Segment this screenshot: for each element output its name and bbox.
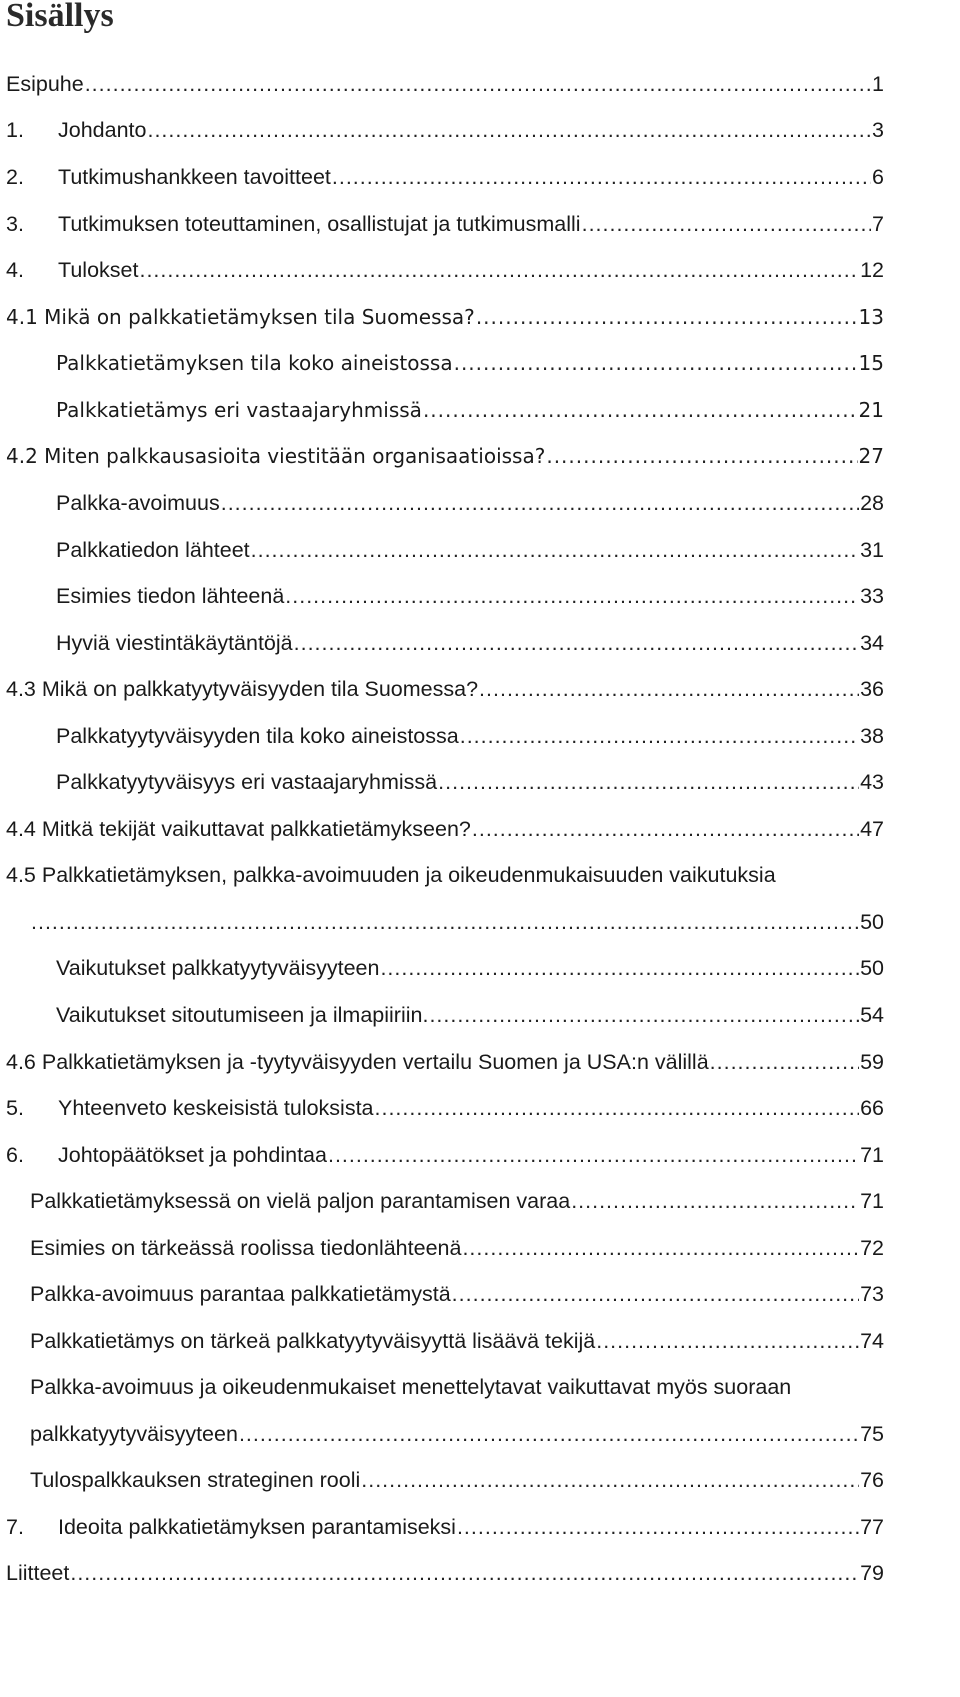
toc-dot-leader xyxy=(147,116,871,144)
toc-dot-leader xyxy=(332,163,871,191)
toc-entry[interactable] xyxy=(30,1402,884,1448)
toc-entry-title: Palkka-avoimuus parantaa palkkatietämystä xyxy=(30,1282,451,1306)
toc-entry-page: 74 xyxy=(860,1329,884,1353)
toc-dot-leader xyxy=(454,349,858,377)
toc-entry-page: 36 xyxy=(860,677,884,701)
toc-entry-title: Johtopäätökset ja pohdintaa xyxy=(58,1143,327,1167)
toc-entry-page: 1 xyxy=(872,72,884,96)
toc-dot-leader xyxy=(139,256,859,284)
toc-entry-page: 50 xyxy=(860,956,884,980)
toc-entry-title: Palkka-avoimuus xyxy=(56,491,220,515)
toc-entry[interactable] xyxy=(6,1030,884,1076)
toc-entry-page: 75 xyxy=(860,1422,884,1446)
toc-entry[interactable] xyxy=(6,192,884,238)
toc-dot-leader xyxy=(70,1559,859,1587)
toc-entry[interactable] xyxy=(56,471,884,517)
toc-entry-title: Palkkatyytyväisyys eri vastaajaryhmissä xyxy=(56,770,438,794)
toc-entry-number: 3. xyxy=(6,212,24,236)
toc-entry-page: 34 xyxy=(860,631,884,655)
toc-entry-title: Palkkatietämys eri vastaajaryhmissä xyxy=(56,398,422,422)
toc-entry[interactable] xyxy=(6,657,884,703)
toc-dot-leader xyxy=(571,1187,859,1215)
toc-entry-page: 76 xyxy=(860,1468,884,1492)
toc-entry-page: 7 xyxy=(872,212,884,236)
toc-entry[interactable] xyxy=(56,611,884,657)
toc-entry[interactable] xyxy=(30,890,884,936)
toc-entry-title: Tulokset xyxy=(58,258,139,282)
toc-entry[interactable] xyxy=(30,1355,884,1401)
toc-entry-title: Palkka-avoimuus ja oikeudenmukaiset menettelytavat vaikuttavat myös suoraan xyxy=(30,1375,792,1399)
toc-entry-number: 5. xyxy=(6,1096,24,1120)
toc-entry-title: palkkatyytyväisyyteen xyxy=(30,1422,238,1446)
toc-entry-number: 1. xyxy=(6,118,24,142)
toc-entry[interactable] xyxy=(30,1448,884,1494)
toc-dot-leader xyxy=(710,1048,859,1076)
toc-dot-leader xyxy=(429,1001,859,1029)
toc-entry[interactable] xyxy=(30,1169,884,1215)
toc-entry-title: 4.2 Miten palkkausasioita viestitään organisaatioissa? xyxy=(6,444,546,468)
toc-entry-title: Tutkimuksen toteuttaminen, osallistujat ja tutkimusmalli xyxy=(58,212,581,236)
toc-entry-page: 28 xyxy=(860,491,884,515)
toc-entry-page: 3 xyxy=(872,118,884,142)
toc-title: Sisällys xyxy=(6,0,114,34)
toc-entry-page: 50 xyxy=(860,910,884,934)
toc-dot-leader xyxy=(251,536,859,564)
toc-dot-leader xyxy=(457,1513,859,1541)
toc-entry-page: 54 xyxy=(860,1003,884,1027)
toc-entry-title: Hyviä viestintäkäytäntöjä xyxy=(56,631,293,655)
toc-entry-page: 71 xyxy=(860,1143,884,1167)
toc-entry-page: 38 xyxy=(860,724,884,748)
toc-entry-page: 12 xyxy=(860,258,884,282)
toc-dot-leader xyxy=(239,1420,859,1448)
toc-entry-page: 77 xyxy=(860,1515,884,1539)
toc-entry[interactable] xyxy=(56,936,884,982)
toc-entry-page: 6 xyxy=(872,165,884,189)
toc-entry[interactable] xyxy=(30,1309,884,1355)
toc-entry-title: Vaikutukset palkkatyytyväisyyteen xyxy=(56,956,380,980)
toc-entry-title: Palkkatietämyksessä on vielä paljon parantamisen varaa xyxy=(30,1189,571,1213)
toc-dot-leader xyxy=(476,303,858,331)
toc-entry[interactable] xyxy=(6,1076,884,1122)
toc-entry[interactable] xyxy=(56,331,884,377)
toc-entry-page: 79 xyxy=(860,1561,884,1585)
toc-dot-leader xyxy=(31,908,859,936)
toc-entry-title: Esipuhe xyxy=(6,72,84,96)
toc-entry-page: 27 xyxy=(858,444,884,468)
toc-dot-leader xyxy=(582,210,871,238)
toc-dot-leader xyxy=(361,1466,859,1494)
toc-entry-page: 66 xyxy=(860,1096,884,1120)
toc-entry-page: 73 xyxy=(860,1282,884,1306)
toc-entry-page: 59 xyxy=(860,1050,884,1074)
toc-dot-leader xyxy=(380,954,859,982)
toc-entry-title: 4.6 Palkkatietämyksen ja -tyytyväisyyden vertailu Suomen ja USA:n välillä xyxy=(6,1050,709,1074)
toc-entry-title: Johdanto xyxy=(58,118,147,142)
toc-entry-page: 15 xyxy=(858,351,884,375)
toc-entry-title: Palkkatyytyväisyyden tila koko aineistossa xyxy=(56,724,459,748)
toc-dot-leader xyxy=(546,442,857,470)
toc-entry[interactable] xyxy=(30,1262,884,1308)
toc-entry[interactable] xyxy=(6,285,884,331)
toc-entry[interactable] xyxy=(56,378,884,424)
toc-entry[interactable] xyxy=(6,1495,884,1541)
toc-entry[interactable] xyxy=(6,1123,884,1169)
toc-entry-title: Liitteet xyxy=(6,1561,70,1585)
toc-entry-page: 72 xyxy=(860,1236,884,1260)
toc-dot-leader xyxy=(285,582,859,610)
toc-entry-page: 31 xyxy=(860,538,884,562)
toc-entry-title: Palkkatietämys on tärkeä palkkatyytyväisyyttä lisäävä tekijä xyxy=(30,1329,596,1353)
toc-entry[interactable] xyxy=(56,564,884,610)
toc-dot-leader xyxy=(328,1141,859,1169)
toc-entry-number: 7. xyxy=(6,1515,24,1539)
toc-dot-leader xyxy=(596,1327,859,1355)
toc-entry-page: 47 xyxy=(860,817,884,841)
toc-dot-leader xyxy=(221,489,859,517)
toc-entry[interactable] xyxy=(6,1541,884,1587)
toc-dot-leader xyxy=(423,396,858,424)
toc-dot-leader xyxy=(479,675,859,703)
toc-entry[interactable] xyxy=(6,52,884,98)
toc-entry-title: Vaikutukset sitoutumiseen ja ilmapiiriin. xyxy=(56,1003,429,1027)
toc-entry-title: Tutkimushankkeen tavoitteet xyxy=(58,165,331,189)
toc-entry[interactable] xyxy=(30,1216,884,1262)
toc-entry[interactable] xyxy=(6,797,884,843)
toc-entry[interactable] xyxy=(56,704,884,750)
toc-entry-number: 4. xyxy=(6,258,24,282)
toc-dot-leader xyxy=(375,1094,860,1122)
toc-entry-number: 6. xyxy=(6,1143,24,1167)
toc-entry-title: Palkkatiedon lähteet xyxy=(56,538,250,562)
toc-entry-page: 21 xyxy=(858,398,884,422)
toc-entry-title: Esimies on tärkeässä roolissa tiedonlähteenä xyxy=(30,1236,462,1260)
toc-dot-leader xyxy=(472,815,859,843)
toc-entry-number: 2. xyxy=(6,165,24,189)
toc-dot-leader xyxy=(462,1234,859,1262)
toc-entry-title: Yhteenveto keskeisistä tuloksista xyxy=(58,1096,374,1120)
toc-dot-leader xyxy=(438,768,859,796)
toc-entry-page: 13 xyxy=(858,305,884,329)
toc-entry-page: 71 xyxy=(860,1189,884,1213)
toc-entry-title: 4.3 Mikä on palkkatyytyväisyyden tila Suomessa? xyxy=(6,677,479,701)
toc-dot-leader xyxy=(452,1280,859,1308)
toc-entry-title: 4.5 Palkkatietämyksen, palkka-avoimuuden ja oikeudenmukaisuuden vaikutuksia xyxy=(6,863,776,887)
toc-entry[interactable] xyxy=(6,98,884,144)
toc-dot-leader xyxy=(294,629,859,657)
toc-entry[interactable] xyxy=(56,983,884,1029)
toc-entry[interactable] xyxy=(6,145,884,191)
toc-entry[interactable] xyxy=(6,843,884,889)
toc-entry-title: Ideoita palkkatietämyksen parantamiseksi xyxy=(58,1515,456,1539)
toc-entry[interactable] xyxy=(6,424,884,470)
toc-dot-leader xyxy=(85,70,871,98)
toc-entry-title: 4.1 Mikä on palkkatietämyksen tila Suomessa? xyxy=(6,305,475,329)
toc-entry-title: Tulospalkkauksen strateginen rooli xyxy=(30,1468,361,1492)
toc-entry-title: Esimies tiedon lähteenä xyxy=(56,584,285,608)
toc-entry[interactable] xyxy=(56,750,884,796)
toc-entry-title: 4.4 Mitkä tekijät vaikuttavat palkkatietämykseen? xyxy=(6,817,471,841)
toc-entry-page: 33 xyxy=(860,584,884,608)
toc-entry[interactable] xyxy=(56,518,884,564)
toc-dot-leader xyxy=(460,722,859,750)
toc-entry-title: Palkkatietämyksen tila koko aineistossa xyxy=(56,351,453,375)
toc-entry[interactable] xyxy=(6,238,884,284)
toc-entry-page: 43 xyxy=(860,770,884,794)
